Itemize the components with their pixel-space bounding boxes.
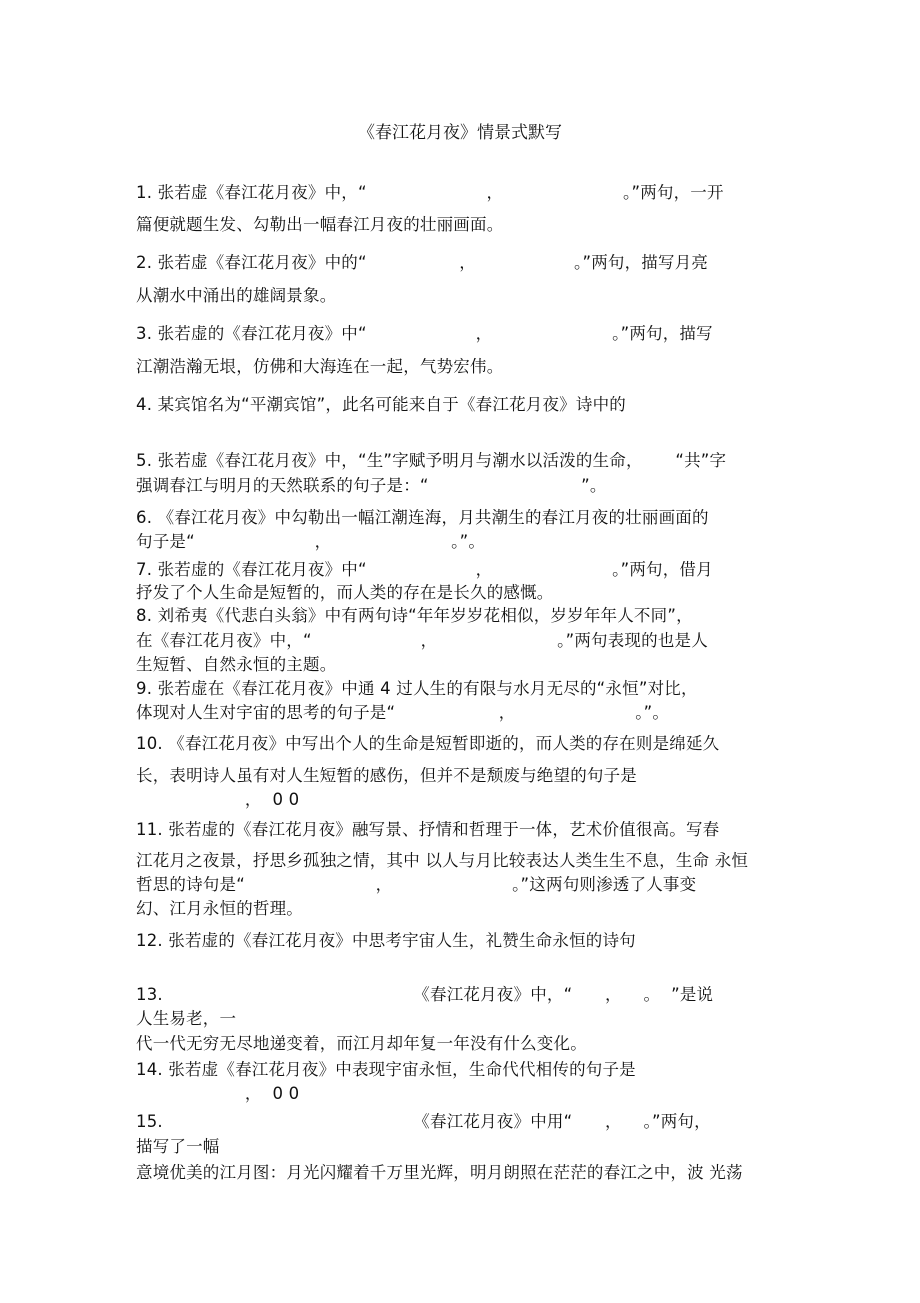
text-line: 8. 刘希夷《代悲白头翁》中有两句诗“年年岁岁花相似，岁岁年年人不同”， [136, 606, 693, 625]
text-line: 12. 张若虚的《春江花月夜》中思考宇宙人生，礼赞生命永恒的诗句 [136, 931, 636, 950]
text-line: 在《春江花月夜》中，“ ， 。”两句表现的也是人 [136, 631, 708, 650]
text-line: 7. 张若虚的《春江花月夜》中“ ， 。”两句，借月 [136, 560, 713, 579]
text-line: 生短暂、自然永恒的主题。 [136, 655, 337, 674]
text-line: 代一代无穷无尽地递变着，而江月却年复一年没有什么变化。 [136, 1034, 587, 1053]
text-line: 篇便就题生发、勾勒出一幅春江月夜的壮丽画面。 [136, 215, 504, 234]
text-line: 5. 张若虚《春江花月夜》中，“生”字赋予明月与潮水以活泼的生命， “共”字 [136, 451, 727, 470]
text-line: 4. 某宾馆名为“平潮宾馆”，此名可能来自于《春江花月夜》诗中的 [136, 395, 626, 414]
text-line: 2. 张若虚《春江花月夜》中的“ ， 。”两句，描写月亮 [136, 253, 709, 272]
text-line: 抒发了个人生命是短暂的，而人类的存在是长久的感慨。 [136, 583, 554, 602]
text-line: 句子是“ ， 。”。 [136, 532, 486, 551]
text-line: 6. 《春江花月夜》中勾勒出一幅江潮连海，月共潮生的春江月夜的壮丽画面的 [136, 508, 709, 527]
text-line: 15. 《春江花月夜》中用“ ， 。”两句， [136, 1112, 711, 1131]
text-line: 人生易老，一 [136, 1009, 237, 1028]
text-line: 体现对人生对宇宙的思考的句子是“ ， 。”。 [136, 703, 670, 722]
text-line: 3. 张若虚的《春江花月夜》中“ ， 。”两句，描写 [136, 324, 713, 343]
text-line: 13. 《春江花月夜》中，“ ， 。 ”是说 [136, 985, 714, 1004]
text-line: 从潮水中涌出的雄阔景象。 [136, 286, 337, 305]
text-line: 11. 张若虚的《春江花月夜》融写景、抒情和哲理于一体，艺术价值很高。写春 [136, 820, 720, 839]
text-line: 14. 张若虚《春江花月夜》中表现宇宙永恒，生命代代相传的句子是 [136, 1060, 636, 1079]
text-line: 江花月之夜景，抒思乡孤独之情，其中 以人与月比较表达人类生生不息，生命 永恒 [136, 851, 749, 870]
text-line: 10. 《春江花月夜》中写出个人的生命是短暂即逝的，而人类的存在则是绵延久 [136, 734, 720, 753]
text-line: 描写了一幅 [136, 1137, 220, 1156]
text-line: 意境优美的江月图：月光闪耀着千万里光辉，明月朗照在茫茫的春江之中，波 光荡 [136, 1163, 743, 1182]
text-line: 9. 张若虚在《春江花月夜》中通 4 过人生的有限与水月无尽的“永恒”对比， [136, 679, 698, 698]
text-line: ， 0 0 [136, 1084, 300, 1103]
text-line: 哲思的诗句是“ ， 。”这两句则渗透了人事变 [136, 875, 697, 894]
text-line: 1. 张若虚《春江花月夜》中，“ ， 。”两句，一开 [136, 183, 724, 202]
text-line: ， 0 0 [136, 790, 300, 809]
text-line: 长，表明诗人虽有对人生短暂的感伤，但并不是颓废与绝望的句子是 [136, 766, 637, 785]
page-title: 《春江花月夜》情景式默写 [358, 123, 562, 143]
text-line: 强调春江与明月的天然联系的句子是：“ ”。 [136, 476, 607, 495]
text-line: 江潮浩瀚无垠，仿佛和大海连在一起，气势宏伟。 [136, 357, 504, 376]
text-line: 幻、江月永恒的哲理。 [136, 899, 303, 918]
